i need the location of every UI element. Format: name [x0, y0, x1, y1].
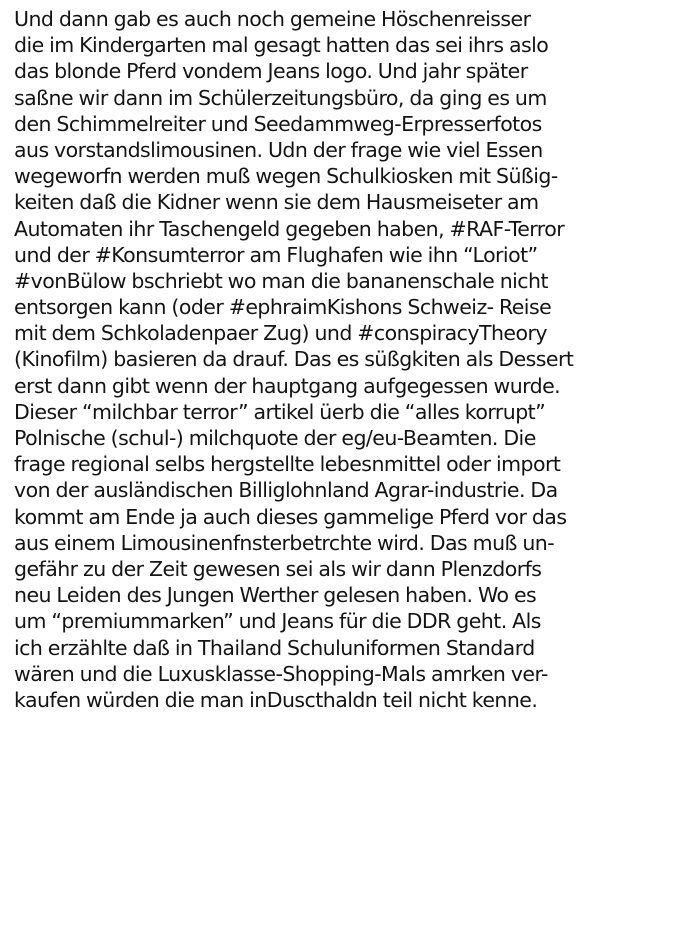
text-line: wären und die Luxusklasse-Shopping-Mals amrken ver- [14, 661, 548, 686]
text-line: Polnische (schul-) milchquote der eg/eu-Beamten. Die [14, 426, 536, 450]
text-line: das blonde Pferd vondem Jeans logo. Und jahr später [14, 59, 528, 84]
text-line: saßne wir dann im Schülerzeitungsbüro, da ging es um [14, 85, 547, 110]
text-line: von der ausländischen Billiglohnland Agrar-industrie. Da [14, 478, 558, 503]
text-line: (Kinofilm) basieren da drauf. Das es süßgkiten als Dessert [14, 347, 574, 372]
text-line: erst dann gibt wenn der hauptgang aufgegessen wurde. [14, 373, 561, 398]
text-line: Dieser “milchbar terror” artikel üerb die “alles korrupt” [14, 399, 546, 424]
text-line: kommt am Ende ja auch dieses gammelige Pferd vor das [14, 504, 567, 529]
text-line: mit dem Schkoladenpaer Zug) und #conspiracyTheory [14, 321, 547, 346]
text-line: aus einem Limousinenfnsterbetrchte wird. Das muß un- [14, 530, 555, 555]
text-line: Und dann gab es auch noch gemeine Höschenreisser [14, 7, 531, 31]
text-line: aus vorstandslimousinen. Udn der frage wie viel Essen [14, 137, 543, 162]
text-line: neu Leiden des Jungen Werther gelesen haben. Wo es [14, 583, 537, 608]
text-line: entsorgen kann (oder #ephraimKishons Schweiz- Reise [14, 295, 552, 320]
text-line: den Schimmelreiter und Seedammweg-Erpresserfotos [14, 111, 542, 136]
text-line: #vonBülow bschriebt wo man die bananenschale nicht [14, 268, 548, 293]
text-line: frage regional selbs hergstellte lebesnmittel oder import [14, 452, 561, 477]
text-line: keiten daß die Kidner wenn sie dem Hausmeiseter am [14, 190, 539, 215]
text-line: die im Kindergarten mal gesagt hatten das sei ihrs aslo [14, 33, 549, 58]
text-line: und der #Konsumterror am Flughafen wie ihn “Loriot” [14, 242, 538, 267]
text-line: gefähr zu der Zeit gewesen sei als wir dann Plenzdorfs [14, 556, 542, 581]
text-line: wegeworfn werden muß wegen Schulkiosken mit Süßig- [14, 164, 558, 189]
text-line: um “premiummarken” und Jeans für die DDR geht. Als [14, 609, 541, 634]
text-line: kaufen würden die man inDuscthaldn teil nicht kenne. [14, 687, 538, 712]
body-text [14, 6, 682, 713]
text-line: Automaten ihr Taschengeld gegeben haben, #RAF-Terror [14, 216, 565, 241]
text-line: ich erzählte daß in Thailand Schuluniformen Standard [14, 635, 535, 660]
